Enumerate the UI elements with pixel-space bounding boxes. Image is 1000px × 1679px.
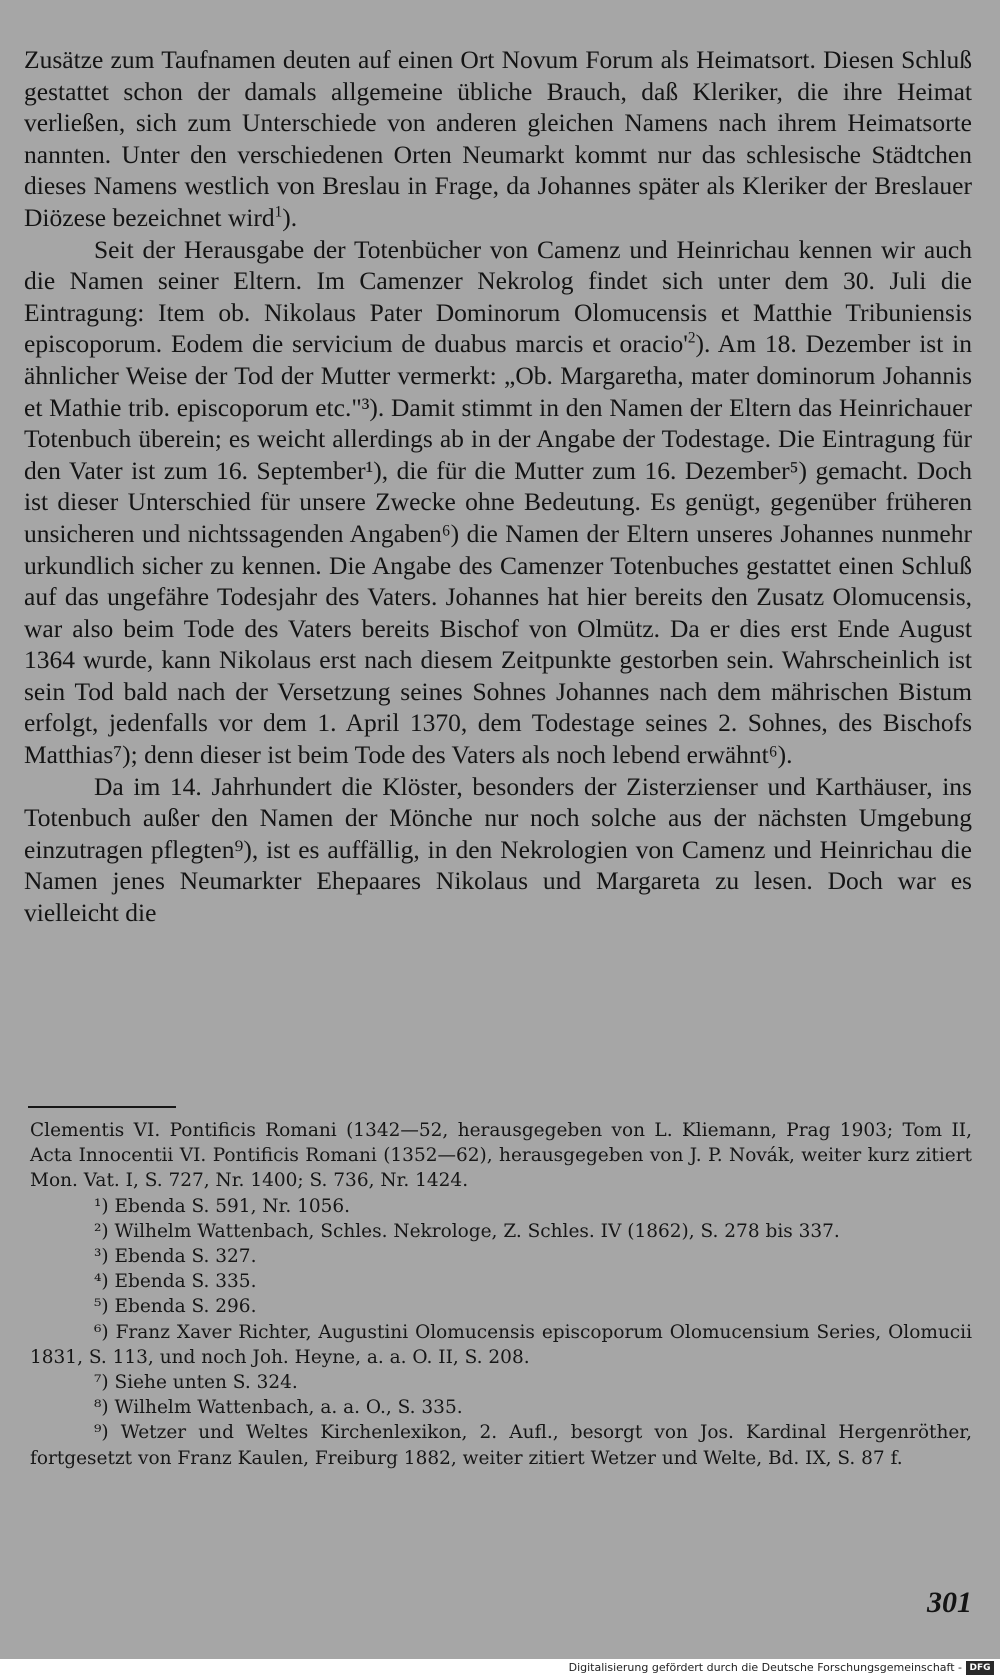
paragraph-3: Da im 14. Jahrhundert die Klöster, besonders der Zisterzienser und Karthäuser, ins Totenbuch außer den Namen der Mönche nur noch solche aus der nächsten Umgebung einzutragen pflegten⁹), ist es auffällig, in den Nekrologien von Camenz und Heinrichau die Namen jenes Neumarkter Ehepaares Nikolaus und Margareta zu lesen. Doch war es vielleicht die (24, 771, 972, 928)
footnotes (30, 1118, 972, 1471)
footnote-7: ⁷) Siehe unten S. 324. (94, 1372, 298, 1394)
paragraph-2 (24, 234, 972, 771)
footnote-3: ³) Ebenda S. 327. (94, 1246, 257, 1268)
dfg-logo: DFG (966, 1661, 994, 1675)
footnote-8: ⁸) Wilhelm Wattenbach, a. a. O., S. 335. (94, 1397, 463, 1419)
footnote-2: ²) Wilhelm Wattenbach, Schles. Nekrologe, Z. Schles. IV (1862), S. 278 bis 337. (94, 1220, 840, 1242)
footnote-continuation: Clementis VI. Pontificis Romani (1342—52, herausgegeben von L. Kliemann, Prag 1903; Tom II, Acta Innocentii VI. Pontificis Romani (1352—62), herausgegeben von J. P. Novák, weiter kurz zitiert Mon. Vat. I, S. 727, Nr. 1400; S. 736, Nr. 1424. (30, 1120, 972, 1192)
footnote-6: ⁶) Franz Xaver Richter, Augustini Olomucensis episcoporum Olomucensium Series, Olomucii 1831, S. 113, und noch Joh. Heyne, a. a. O. II, S. 208. (30, 1321, 972, 1368)
page-number: 301 (927, 1586, 972, 1619)
main-text (24, 44, 972, 929)
digitization-credit: Digitalisierung gefördert durch die Deutsche Forschungsgemeinschaft - (568, 1661, 962, 1674)
paragraph-1-end: ). (282, 202, 298, 232)
footnote-ref-2: 2 (687, 329, 696, 347)
digitization-footer (0, 1659, 1000, 1679)
paragraph-1-text: Zusätze zum Taufnamen deuten auf einen Ort Novum Forum als Heimatsort. Diesen Schluß gestattet schon der damals allgemeine übliche Brauch, daß Kleriker, die ihre Heimat verließen, sich zum Unterschiede von anderen gleichen Namens nach ihrem Heimatsorte nannten. Unter den verschiedenen Orten Neumarkt kommt nur das schlesische Städtchen dieses Namens westlich von Breslau in Frage, da Johannes später als Kleriker der Breslauer Diözese bezeichnet wird (24, 45, 972, 232)
paragraph-2-text: Seit der Herausgabe der Totenbücher von Camenz und Heinrichau kennen wir auch die Namen seiner Eltern. Im Camenzer Nekrolog findet sich unter dem 30. Juli die Eintragung: Item ob. Nikolaus Pater Dominorum Olomucensis et Matthie Tribuniensis episcoporum. Eodem die servicium de duabus marcis et oracio' (24, 234, 972, 359)
paragraph-1 (24, 44, 972, 234)
footnote-1: ¹) Ebenda S. 591, Nr. 1056. (94, 1195, 351, 1217)
footnote-ref-1: 1 (274, 203, 283, 221)
footnote-9: ⁹) Wetzer und Weltes Kirchenlexikon, 2. Aufl., besorgt von Jos. Kardinal Hergenröther, fortgesetzt von Franz Kaulen, Freiburg 1882, weiter zitiert Wetzer und Welte, Bd. IX, S. 87 f. (30, 1422, 972, 1469)
paragraph-2-end: ). Am 18. Dezember ist in ähnlicher Weise der Tod der Mutter vermerkt: „Ob. Margaretha, mater dominorum Johannis et Mathie trib. episcoporum etc."³). Damit stimmt in den Namen der Eltern das Heinrichauer Totenbuch überein; es weicht allerdings ab in der Angabe der Todestage. Die Eintragung für den Vater ist zum 16. September¹), die für die Mutter zum 16. Dezember⁵) gemacht. Doch ist dieser Unterschied für unsere Zwecke ohne Bedeutung. Es genügt, gegenüber früheren unsicheren und nichtssagenden Angaben⁶) die Namen der Eltern unseres Johannes nunmehr urkundlich sicher zu kennen. Die Angabe des Camenzer Totenbuches gestattet einen Schluß auf das ungefähre Todesjahr des Vaters. Johannes hat hier bereits den Zusatz Olomucensis, war also beim Tode des Vaters bereits Bischof von Olmütz. Da er dies erst Ende August 1364 wurde, kann Nikolaus erst nach diesem Zeitpunkte gestorben sein. Wahrscheinlich ist sein Tod bald nach der Versetzung seines Sohnes Johannes nach dem mährischen Bistum erfolgt, jedenfalls vor dem 1. April 1370, dem Todestage seines 2. Sohnes, des Bischofs Matthias⁷); denn dieser ist beim Tode des Vaters als noch lebend erwähnt⁶). (24, 329, 973, 770)
footnote-4: ⁴) Ebenda S. 335. (94, 1271, 257, 1293)
footnote-separator (28, 1106, 176, 1108)
footnote-5: ⁵) Ebenda S. 296. (94, 1296, 257, 1318)
